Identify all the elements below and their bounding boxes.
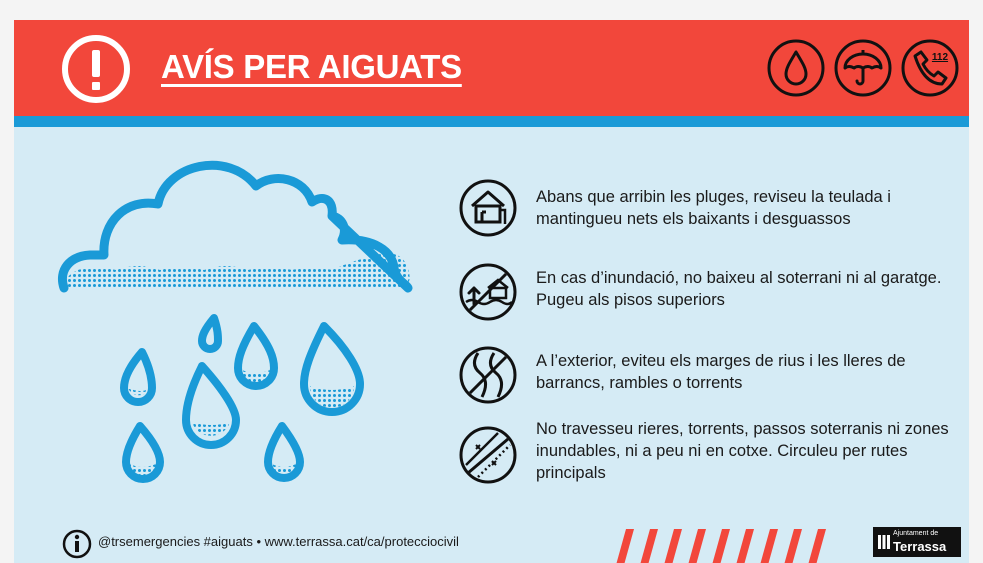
no-crossing-icon [458,425,518,485]
logo-title: Terrassa [893,539,947,554]
no-river-icon [458,345,518,405]
house-roof-icon [458,178,518,238]
warning-icon [61,34,131,104]
header-stripe [14,116,969,127]
terrassa-logo [873,527,961,557]
page-title: AVÍS PER AIGUATS [161,48,462,85]
decorative-stripes [604,525,854,563]
phone-112-icon [900,38,960,98]
tip-text: Abans que arribin les pluges, reviseu la teulada i mantingueu nets els baixants i desguassos [536,188,891,228]
drop-icon [766,38,826,98]
tip-text: En cas d’inundació, no baixeu al soterrani ni al garatge. Pugeu als pisos superiors [536,269,942,309]
no-basement-icon [458,262,518,322]
logo-subtitle: Ajuntament de [893,530,939,537]
footer-links: @trsemergencies #aiguats • www.terrassa.cat/ca/protecciocivil [98,534,459,549]
phone-number: 112 [931,52,949,63]
rain-cloud-icon [42,158,442,503]
coat-of-arms-icon [877,534,891,550]
header-bar [14,20,969,116]
umbrella-icon [833,38,893,98]
tip-text: No travesseu rieres, torrents, passos soterranis ni zones inundables, ni a peu ni en cotxe. Circuleu per rutes principals [536,420,949,482]
warning-card [14,20,969,563]
info-icon [62,529,92,559]
tip-text: A l’exterior, eviteu els marges de rius i les lleres de barrancs, rambles o torrents [536,352,906,392]
